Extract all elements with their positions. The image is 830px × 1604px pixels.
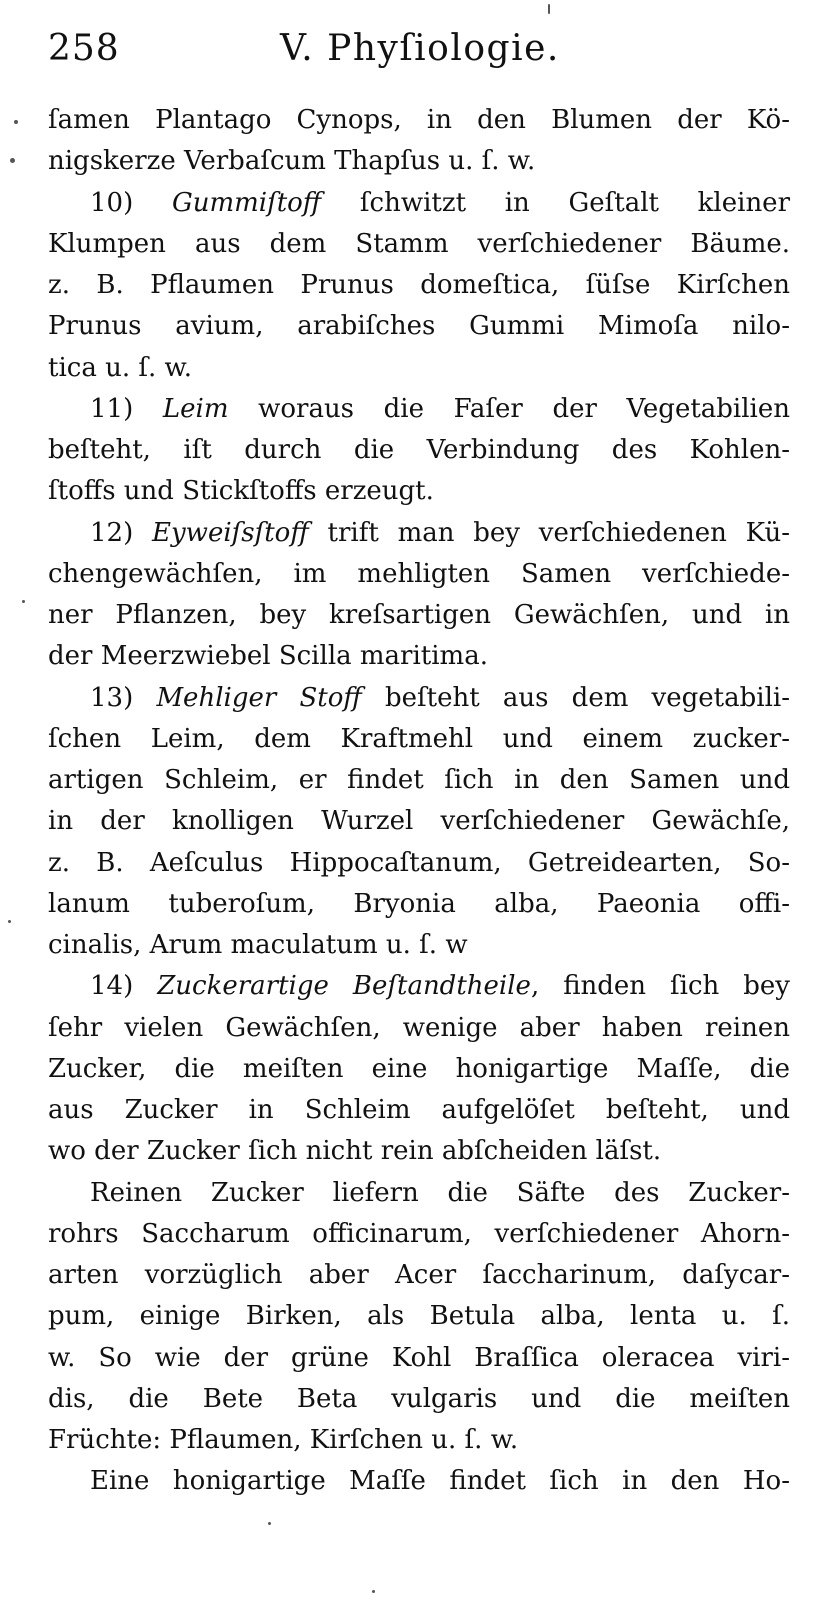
text-line: z. B. Aeſculus Hippocaſtanum, Getreidearten, So- (48, 847, 790, 878)
item-number: 14) (90, 971, 158, 1002)
item-term: Eyweiſsſtoff (152, 517, 309, 548)
scan-speck (548, 4, 550, 14)
text-line: Reinen Zucker liefern die Säfte des Zucker- (90, 1177, 790, 1208)
item-number: 12) (90, 517, 153, 548)
running-title: V. Phyſiologie. (280, 28, 560, 69)
text-line: w. So wie der grüne Kohl Braſſica oleracea viri- (48, 1342, 790, 1373)
text-line (48, 966, 790, 1007)
text-line: tica u. ſ. w. (48, 352, 192, 383)
page-header (48, 28, 788, 78)
item-number: 10) (90, 187, 172, 218)
text-line (48, 183, 790, 224)
item-text: beſteht aus dem vegetabili- (361, 682, 790, 713)
scan-speck (268, 1522, 271, 1525)
item-text: ſchwitzt in Geſtalt kleiner (321, 187, 790, 218)
text-line: lanum tuberoſum, Bryonia alba, Paeonia offi- (48, 888, 790, 919)
text-line: beſteht, iſt durch die Verbindung des Kohlen- (48, 435, 790, 465)
text-line: ſehr vielen Gewächſen, wenige aber haben reinen (48, 1012, 790, 1043)
text-line: ſamen Plantago Cynops, in den Blumen der Kö- (48, 105, 790, 135)
text-line: ſtoffs und Stickſtoffs erzeugt. (48, 476, 434, 507)
text-line: wo der Zucker ſich nicht rein abſcheiden läſst. (48, 1136, 662, 1167)
text-line: pum, einige Birken, als Betula alba, lenta u. ſ. (48, 1301, 790, 1332)
scan-speck (8, 920, 11, 923)
item-text: trift man bey verſchiedenen Kü- (308, 517, 790, 548)
text-line: Klumpen aus dem Stamm verſchiedener Bäume. (48, 228, 790, 259)
text-line: Zucker, die meiſten eine honigartige Maſſe, die (48, 1053, 790, 1084)
text-line: Prunus avium, arabiſches Gummi Mimoſa nilo- (48, 311, 790, 342)
text-line: ſchen Leim, dem Kraftmehl und einem zucker- (48, 723, 790, 754)
text-line: dis, die Bete Beta vulgaris und die meiſten (48, 1383, 790, 1414)
text-line: cinalis, Arum maculatum u. ſ. w (48, 930, 468, 960)
item-term: Mehliger Stoff (156, 682, 362, 713)
item-text: woraus die Faſer der Vegetabilien (228, 393, 791, 424)
text-line: nigskerze Verbaſcum Thapſus u. ſ. w. (48, 146, 536, 177)
scan-speck (22, 600, 25, 603)
scan-speck (372, 1590, 375, 1593)
body-text (48, 100, 790, 1503)
item-term: Gummiſtoff (171, 187, 322, 218)
text-line: ner Pflanzen, bey kreſsartigen Gewächſen, und in (48, 600, 790, 630)
item-term: Zuckerartige Beſtandtheile (157, 971, 531, 1002)
text-line: arten vorzüglich aber Acer ſaccharinum, daſycar- (48, 1260, 790, 1290)
scan-speck (14, 120, 18, 124)
text-line: chengewächſen, im mehligten Samen verſchiede- (48, 558, 790, 589)
item-term: Leim (162, 393, 229, 424)
text-line (48, 678, 790, 719)
page-number: 258 (48, 28, 120, 69)
text-line: Eine honigartige Maſſe findet ſich in den Ho- (90, 1466, 790, 1497)
item-number: 13) (90, 682, 157, 713)
text-line: der Meerzwiebel Scilla maritima. (48, 641, 488, 672)
text-line: Früchte: Pflaumen, Kirſchen u. ſ. w. (48, 1425, 519, 1455)
text-line (48, 389, 790, 430)
text-line: aus Zucker in Schleim aufgelöſet beſteht, und (48, 1095, 790, 1125)
text-line (48, 513, 790, 554)
text-line: in der knolligen Wurzel verſchiedener Gewächſe, (48, 806, 790, 837)
item-number: 11) (90, 393, 163, 424)
text-line: artigen Schleim, er findet ſich in den Samen und (48, 765, 790, 795)
text-line: z. B. Pflaumen Prunus domeſtica, ſüſse Kirſchen (48, 270, 790, 300)
scan-speck (10, 158, 15, 163)
text-line: rohrs Saccharum officinarum, verſchiedener Ahorn- (48, 1218, 790, 1249)
item-text: , finden ſich bey (530, 971, 790, 1002)
